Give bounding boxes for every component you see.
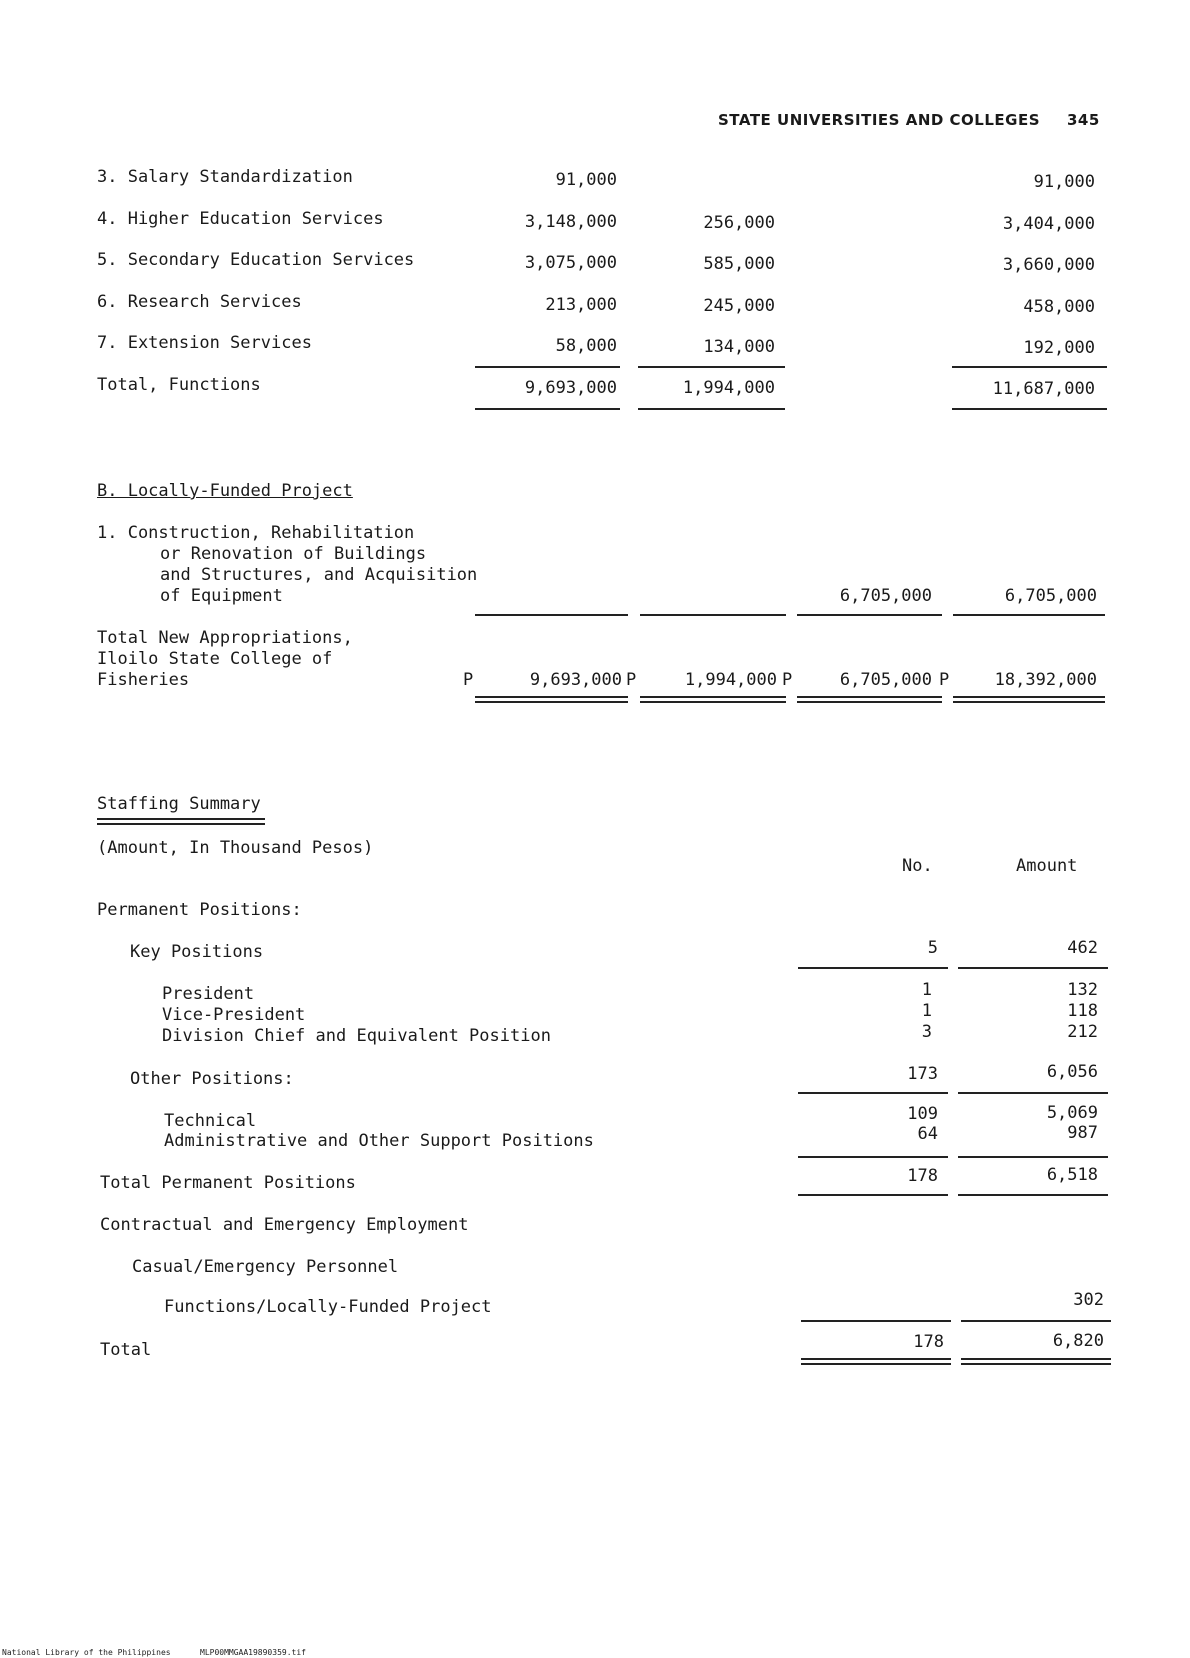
function-row-total: 458,000: [1023, 297, 1095, 317]
function-row-c2: 134,000: [703, 337, 775, 357]
key-item-no: 1: [921, 980, 932, 1000]
key-positions-amount: 462: [1067, 938, 1098, 958]
rule: [640, 614, 786, 616]
currency-symbol: P: [463, 670, 474, 690]
rule: [958, 967, 1108, 969]
double-rule: [640, 696, 786, 703]
footer-source: National Library of the Philippines: [2, 1648, 171, 1657]
key-item-amount: 212: [1067, 1022, 1098, 1042]
double-rule: [961, 1358, 1111, 1365]
rule: [798, 1092, 948, 1094]
col-amount-header: Amount: [1016, 856, 1078, 876]
rule: [475, 366, 620, 368]
function-row-label: 3. Salary Standardization: [97, 167, 353, 187]
function-row-c1: 3,148,000: [524, 212, 617, 232]
other-positions-no: 173: [907, 1064, 938, 1084]
rule: [952, 408, 1107, 410]
grand-total-c3: 6,705,000: [839, 670, 932, 690]
double-rule: [475, 696, 628, 703]
other-item-label: Administrative and Other Support Positions: [164, 1131, 594, 1151]
rule: [798, 1156, 948, 1158]
function-row-c2: 245,000: [703, 296, 775, 316]
function-row-label: 7. Extension Services: [97, 333, 312, 353]
key-item-amount: 118: [1067, 1001, 1098, 1021]
project-item-line: of Equipment: [160, 586, 283, 606]
rule: [958, 1092, 1108, 1094]
rule: [638, 408, 785, 410]
currency-symbol: P: [782, 670, 793, 690]
rule: [953, 614, 1105, 616]
other-positions-label: Other Positions:: [130, 1069, 294, 1089]
key-positions-no: 5: [927, 938, 938, 958]
permanent-heading: Permanent Positions:: [97, 900, 302, 920]
project-item-c3: 6,705,000: [839, 586, 932, 606]
currency-symbol: P: [939, 670, 950, 690]
contractual-heading: Contractual and Emergency Employment: [100, 1215, 469, 1235]
project-heading: B. Locally-Funded Project: [97, 481, 353, 501]
key-item-no: 1: [921, 1001, 932, 1021]
other-item-no: 109: [907, 1104, 938, 1124]
grand-total-line: Total New Appropriations,: [97, 628, 353, 648]
total-permanent-label: Total Permanent Positions: [100, 1173, 356, 1193]
rule: [798, 1194, 948, 1196]
rule: [958, 1194, 1108, 1196]
key-item-label: Division Chief and Equivalent Position: [162, 1026, 551, 1046]
other-item-no: 64: [917, 1124, 938, 1144]
grand-total-line: Iloilo State College of: [97, 649, 333, 669]
project-item-total: 6,705,000: [1004, 586, 1097, 606]
double-rule: [953, 696, 1105, 703]
function-row-c1: 213,000: [545, 295, 617, 315]
key-positions-label: Key Positions: [130, 942, 264, 962]
rule: [475, 408, 620, 410]
functions-total-sum: 11,687,000: [992, 379, 1095, 399]
rule: [952, 366, 1107, 368]
grand-total-c1: 9,693,000: [529, 670, 622, 690]
rule: [801, 1320, 951, 1322]
key-item-no: 3: [921, 1022, 932, 1042]
function-row-c2: 256,000: [703, 213, 775, 233]
double-rule: [801, 1358, 951, 1365]
key-item-amount: 132: [1067, 980, 1098, 1000]
page-header-title: STATE UNIVERSITIES AND COLLEGES: [718, 111, 1041, 129]
col-no-header: No.: [902, 856, 933, 876]
other-item-label: Technical: [164, 1111, 257, 1131]
functions-total-label: Total, Functions: [97, 375, 261, 395]
functions-project-label: Functions/Locally-Funded Project: [164, 1297, 492, 1317]
function-row-total: 3,404,000: [1002, 214, 1095, 234]
rule: [475, 614, 628, 616]
function-row-total: 3,660,000: [1002, 255, 1095, 275]
staffing-total-label: Total: [100, 1340, 152, 1360]
function-row-total: 192,000: [1023, 338, 1095, 358]
function-row-c2: 585,000: [703, 254, 775, 274]
double-rule: [97, 818, 265, 825]
function-row-c1: 91,000: [555, 170, 617, 190]
function-row-c1: 58,000: [555, 336, 617, 356]
grand-total-c2: 1,994,000: [684, 670, 777, 690]
rule: [961, 1320, 1111, 1322]
staffing-subtitle: (Amount, In Thousand Pesos): [97, 838, 374, 858]
functions-total-c1: 9,693,000: [524, 378, 617, 398]
function-row-label: 4. Higher Education Services: [97, 209, 384, 229]
rule: [958, 1156, 1108, 1158]
project-item-line: 1. Construction, Rehabilitation: [97, 523, 415, 543]
function-row-c1: 3,075,000: [524, 253, 617, 273]
other-positions-amount: 6,056: [1046, 1062, 1098, 1082]
key-item-label: President: [162, 984, 255, 1004]
project-item-line: and Structures, and Acquisition: [160, 565, 478, 585]
other-item-amount: 5,069: [1046, 1103, 1098, 1123]
grand-total-line: Fisheries: [97, 670, 190, 690]
currency-symbol: P: [626, 670, 637, 690]
functions-total-c2: 1,994,000: [682, 378, 775, 398]
other-item-amount: 987: [1067, 1123, 1098, 1143]
key-item-label: Vice-President: [162, 1005, 306, 1025]
functions-project-amount: 302: [1073, 1290, 1104, 1310]
function-row-label: 5. Secondary Education Services: [97, 250, 415, 270]
function-row-total: 91,000: [1033, 172, 1095, 192]
staffing-total-no: 178: [913, 1332, 944, 1352]
staffing-title: Staffing Summary: [97, 794, 261, 814]
rule: [638, 366, 785, 368]
double-rule: [797, 696, 942, 703]
total-permanent-amount: 6,518: [1046, 1165, 1098, 1185]
page-number: 345: [1067, 111, 1100, 129]
total-permanent-no: 178: [907, 1166, 938, 1186]
rule: [798, 967, 948, 969]
casual-heading: Casual/Emergency Personnel: [132, 1257, 399, 1277]
project-item-line: or Renovation of Buildings: [160, 544, 427, 564]
function-row-label: 6. Research Services: [97, 292, 302, 312]
footer-filename: MLP00MMGAA19890359.tif: [200, 1648, 306, 1657]
rule: [797, 614, 942, 616]
grand-total-sum: 18,392,000: [994, 670, 1097, 690]
staffing-total-amount: 6,820: [1052, 1331, 1104, 1351]
